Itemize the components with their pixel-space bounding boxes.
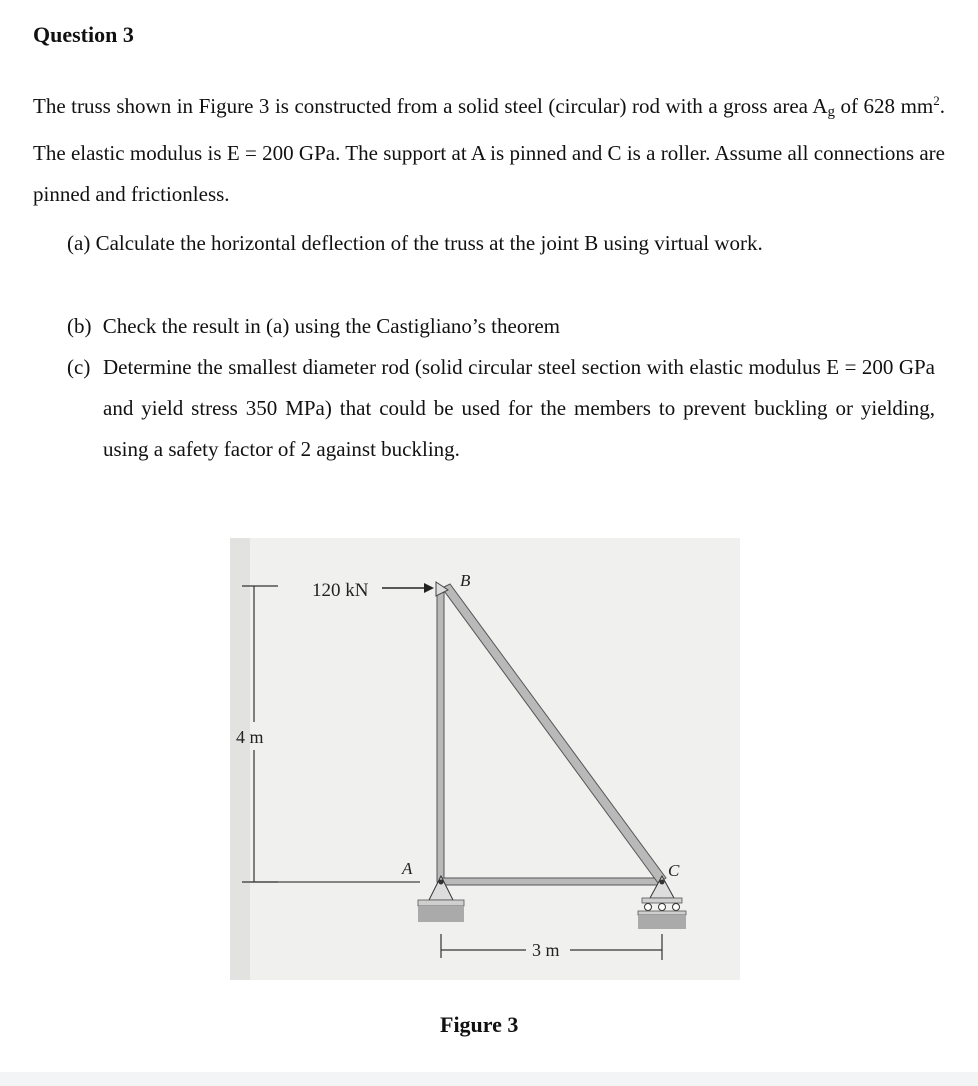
joint-b-label: B: [460, 571, 471, 590]
item-a-label: (a): [67, 231, 91, 255]
item-a: [67, 223, 763, 264]
figure-caption: Figure 3: [440, 1012, 519, 1037]
item-a-text: Calculate the horizontal deflection of the truss at the joint B using virtual work.: [95, 231, 763, 255]
height-dim-label: 4 m: [236, 727, 264, 747]
truss-figure: [230, 538, 740, 980]
area-subscript: g: [827, 104, 836, 120]
load-label: 120 kN: [312, 580, 369, 601]
question-title: Question 3: [33, 22, 134, 47]
item-c-text: Determine the smallest diameter rod (solid circular steel section with elastic modulus E = 200 GPa and yield stress 350 MPa) that could be used for the members to prevent buckling or yielding, using a safety factor of 2 against buckling.: [103, 355, 935, 461]
joint-c-label: C: [668, 861, 680, 880]
page-bottom-band: [0, 1072, 978, 1086]
member-ac: [440, 878, 658, 885]
width-dim-label: 3 m: [532, 940, 560, 960]
item-c-label: (c): [67, 355, 91, 379]
item-b-label: (b): [67, 314, 92, 338]
figure-left-shade: [230, 538, 250, 980]
intro-part3: . The elastic modulus is E = 200 GPa. The support at A is pinned and C is a roller. Assume all connections are pinned and frictionless.: [33, 94, 945, 206]
intro-part2: of 628 mm: [840, 94, 934, 118]
item-b: [67, 306, 560, 347]
joint-a-label: A: [402, 859, 413, 878]
question-intro: [33, 80, 945, 215]
item-b-text: Check the result in (a) using the Castigliano’s theorem: [102, 314, 560, 338]
area-superscript: 2: [933, 93, 940, 108]
member-ab: [437, 590, 444, 882]
intro-part1: The truss shown in Figure 3 is constructed from a solid steel (circular) rod with a gross area A: [33, 94, 828, 118]
